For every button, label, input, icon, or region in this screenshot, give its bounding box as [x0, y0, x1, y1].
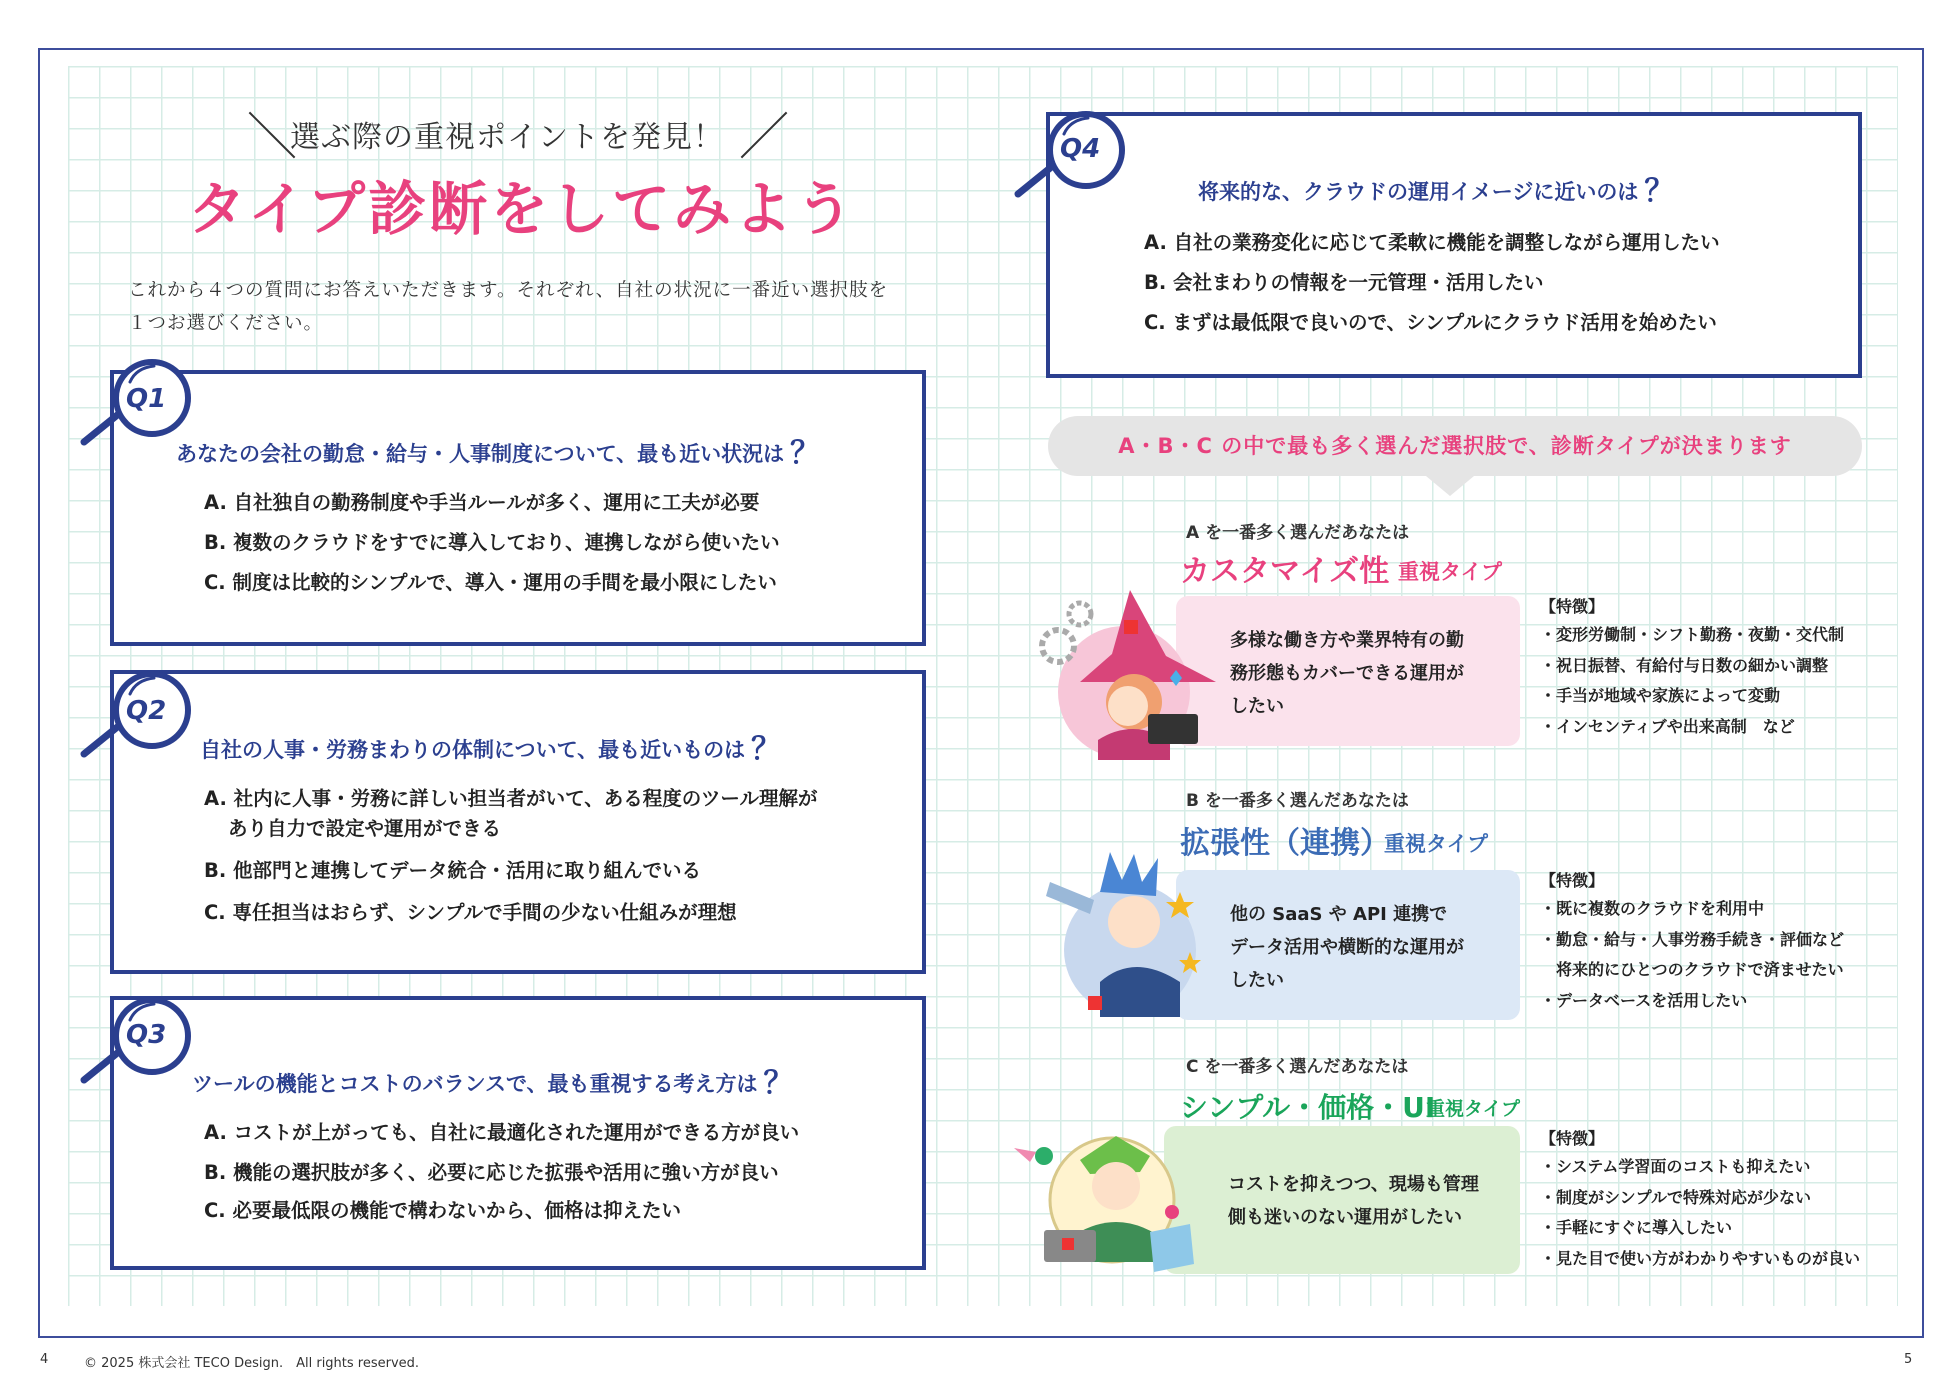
question-title-text: あなたの会社の勤怠・給与・人事制度について、最も近い状況は — [176, 442, 785, 466]
question-title-q1 — [176, 428, 820, 472]
option-q4-b[interactable]: B. 会社まわりの情報を一元管理・活用したい — [1144, 271, 1544, 294]
intro-line-2: １つお選びください。 — [128, 313, 324, 334]
question-title-q3 — [192, 1058, 794, 1102]
question-title-text: ツールの機能とコストのバランスで、最も重視する考え方は — [192, 1072, 758, 1096]
type-a-description — [1230, 624, 1464, 723]
question-mark: ？ — [1644, 174, 1675, 209]
question-mark: ？ — [790, 436, 821, 471]
page-number-left: 4 — [40, 1352, 49, 1367]
type-b-feature-head: 【特徴】 — [1540, 871, 1605, 890]
type-c-title: シンプル・価格・UI — [1180, 1091, 1436, 1124]
type-c-features — [1540, 1152, 1860, 1274]
type-b-description — [1230, 898, 1464, 997]
copyright: © 2025 株式会社 TECO Design. All rights reserved. — [84, 1356, 420, 1371]
desc-line: 多様な働き方や業界特有の勤 — [1230, 630, 1464, 651]
option-q3-b[interactable]: B. 機能の選択肢が多く、必要に応じた拡張や活用に強い方が良い — [204, 1161, 779, 1184]
option-q1-b[interactable]: B. 複数のクラウドをすでに導入しており、連携しながら使いたい — [204, 531, 780, 554]
page-title: タイプ診断をしてみよう — [188, 175, 857, 243]
elf-character-icon — [1000, 1112, 1200, 1282]
badge-q4: Q4 — [1060, 134, 1101, 164]
feature-item: ・祝日振替、有給付与日数の細かい調整 — [1540, 655, 1829, 675]
option-q4-a[interactable]: A. 自社の業務変化に応じて柔軟に機能を調整しながら運用したい — [1144, 231, 1720, 254]
result-banner: A・B・C の中で最も多く選んだ選択肢で、診断タイプが決まります — [1048, 416, 1862, 476]
feature-item: ・システム学習面のコストも抑えたい — [1540, 1157, 1811, 1176]
option-q2-c[interactable]: C. 専任担当はおらず、シンプルで手間の少ない仕組みが理想 — [204, 901, 737, 924]
option-q1-a[interactable]: A. 自社独自の勤務制度や手当ルールが多く、運用に工夫が必要 — [204, 491, 760, 514]
page-subtitle: 選ぶ際の重視ポイントを発見！ — [290, 120, 724, 155]
desc-line: 他の SaaS や API 連携で — [1230, 904, 1448, 925]
question-mark: ？ — [763, 1066, 794, 1101]
feature-item: ・既に複数のクラウドを利用中 — [1540, 899, 1765, 918]
type-c-description — [1228, 1168, 1479, 1234]
badge-q3: Q3 — [126, 1020, 167, 1050]
type-b-title: 拡張性（連携） — [1180, 826, 1390, 861]
desc-line: 側も迷いのない運用がしたい — [1228, 1207, 1462, 1228]
intro-line-1: これから４つの質問にお答えいただきます。それぞれ、自社の状況に一番近い選択肢を — [128, 280, 889, 301]
type-a-features — [1540, 620, 1844, 742]
witch-character-icon — [1020, 590, 1220, 760]
option-q1-c[interactable]: C. 制度は比較的シンプルで、導入・運用の手間を最小限にしたい — [204, 571, 777, 594]
type-a-title: カスタマイズ性 — [1180, 554, 1390, 589]
feature-item: ・手軽にすぐに導入したい — [1540, 1218, 1733, 1237]
feature-item: ・変形労働制・シフト勤務・夜勤・交代制 — [1540, 625, 1845, 644]
badge-q1: Q1 — [126, 384, 167, 414]
page-number-right: 5 — [1904, 1352, 1913, 1367]
question-mark: ？ — [751, 732, 782, 767]
type-c-lead: C を一番多く選んだあなたは — [1186, 1057, 1409, 1077]
option-q3-a[interactable]: A. コストが上がっても、自社に最適化された運用ができる方が良い — [204, 1121, 800, 1144]
type-a-suffix: 重視タイプ — [1398, 560, 1502, 584]
question-title-q4 — [1198, 166, 1674, 210]
desc-line: データ活用や横断的な運用が — [1230, 937, 1464, 958]
question-title-q2 — [200, 724, 781, 768]
desc-line: したい — [1230, 696, 1284, 717]
option-q2-a[interactable]: A. 社内に人事・労務に詳しい担当者がいて、ある程度のツール理解が — [204, 787, 818, 810]
badge-q2: Q2 — [126, 696, 167, 726]
desc-line: コストを抑えつつ、現場も管理 — [1228, 1174, 1479, 1195]
feature-item: ・インセンティブや出来高制 など — [1540, 716, 1795, 736]
feature-item: ・見た目で使い方がわかりやすいものが良い — [1540, 1248, 1861, 1268]
intro-text — [128, 274, 948, 340]
feature-item: 将来的にひとつのクラウドで済ませたい — [1540, 960, 1844, 979]
type-b-lead: B を一番多く選んだあなたは — [1186, 791, 1409, 811]
feature-item: ・制度がシンプルで特殊対応が少ない — [1540, 1187, 1811, 1207]
question-title-text: 将来的な、クラウドの運用イメージに近いのは — [1198, 180, 1639, 204]
wizard-character-icon — [1030, 852, 1220, 1022]
feature-item: ・手当が地域や家族によって変動 — [1540, 686, 1781, 705]
option-q2-a-cont[interactable]: あり自力で設定や運用ができる — [228, 817, 502, 840]
desc-line: 務形態もカバーできる運用が — [1230, 663, 1464, 684]
feature-item: ・データベースを活用したい — [1540, 990, 1748, 1010]
banner-pointer — [1426, 476, 1474, 496]
type-a-lead: A を一番多く選んだあなたは — [1186, 523, 1410, 543]
option-q4-c[interactable]: C. まずは最低限で良いので、シンプルにクラウド活用を始めたい — [1144, 311, 1717, 334]
option-q3-c[interactable]: C. 必要最低限の機能で構わないから、価格は抑えたい — [204, 1199, 682, 1222]
option-q2-b[interactable]: B. 他部門と連携してデータ統合・活用に取り組んでいる — [204, 859, 702, 882]
feature-item: ・勤怠・給与・人事労務手続き・評価など — [1540, 929, 1845, 949]
desc-line: したい — [1230, 970, 1284, 991]
type-a-feature-head: 【特徴】 — [1540, 597, 1605, 616]
question-title-text: 自社の人事・労務まわりの体制について、最も近いものは — [200, 738, 746, 762]
type-b-suffix: 重視タイプ — [1384, 832, 1488, 856]
type-c-suffix: 重視タイプ — [1426, 1098, 1521, 1120]
type-c-feature-head: 【特徴】 — [1540, 1129, 1605, 1148]
type-b-features — [1540, 894, 1844, 1016]
